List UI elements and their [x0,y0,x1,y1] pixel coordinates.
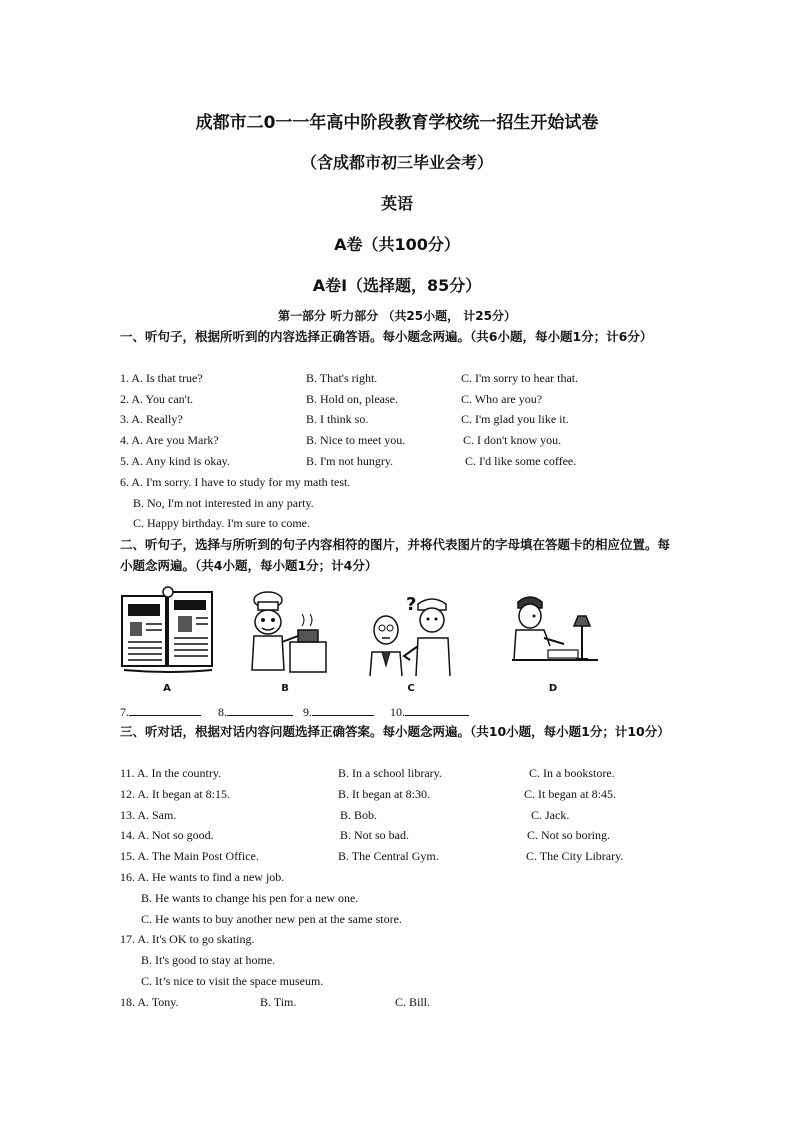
picture-label: D [548,683,558,694]
picture-d-student-writing [504,586,602,694]
exam-subtitle: （含成都市初三毕业会考） [300,153,493,172]
option-c: C. I'm glad you like it. [461,412,569,426]
option-c: C. The City Library. [526,849,624,863]
option-a: 16. A. He wants to find a new job. [120,870,285,884]
option-b: B. Nice to meet you. [306,433,406,447]
option-c: C. I'd like some coffee. [465,454,577,468]
option-b: B. Hold on, please. [306,392,398,406]
option-a: 6. A. I'm sorry. I have to study for my math test. [120,475,351,489]
section3-instruction: 三、听对话，根据对话内容问题选择正确答案。每小题念两遍。（共10小题，每小题1分；计10分） [120,724,670,739]
picture-label: C [407,683,415,694]
blank-10[interactable]: 10. [390,702,469,722]
option-a: 13. A. Sam. [120,808,177,822]
option-a: 11. A. In the country. [120,766,222,780]
option-b: B. That's right. [306,371,378,385]
option-c: C. I'm sorry to hear that. [461,371,579,385]
option-b: B. I'm not hungry. [306,454,394,468]
option-a: 1. A. Is that true? [120,371,203,385]
option-c: C. Not so boring. [527,828,611,842]
option-c: C. Happy birthday. I'm sure to come. [133,516,311,530]
option-a: 17. A. It's OK to go skating. [120,932,255,946]
two-men-illustration [362,586,460,678]
picture-b-cook [236,586,334,694]
option-a: 2. A. You can't. [120,392,194,406]
option-b: B. It's good to stay at home. [141,953,276,967]
option-a: 12. A. It began at 8:15. [120,787,230,801]
blank-9[interactable]: 9. [303,702,374,722]
picture-c-two-men [362,586,460,694]
section2-instruction: 二、听句子，选择与所听到的句子内容相符的图片，并将代表图片的字母填在答题卡的相应位置。每小题念两遍。（共4小题，每小题1分；计4分） [120,537,671,573]
paper-a1-heading: A卷Ⅰ（选择题，85分） [312,276,482,295]
option-b: B. No, I'm not interested in any party. [133,496,314,510]
option-a: 14. A. Not so good. [120,828,214,842]
option-b: B. The Central Gym. [338,849,439,863]
student-writing-illustration [504,586,602,678]
picture-strip [118,586,598,694]
blank-7[interactable]: 7. [120,702,201,722]
part1-heading: 第一部分 听力部分 （共25小题， 计25分） [278,309,516,323]
option-b: B. It began at 8:30. [338,787,430,801]
option-a: 15. A. The Main Post Office. [120,849,259,863]
option-c: C. I don't know you. [463,433,562,447]
picture-label: B [281,683,289,694]
option-c: C. He wants to buy another new pen at the same store. [141,912,402,926]
option-a: 3. A. Really? [120,412,183,426]
option-b: B. In a school library. [338,766,442,780]
option-b: B. He wants to change his pen for a new one. [141,891,359,905]
blank-8[interactable]: 8. [218,702,293,722]
paper-a-heading: A卷（共100分） [334,235,460,254]
option-a: 4. A. Are you Mark? [120,433,219,447]
subject-heading: 英语 [380,194,413,213]
option-b: B. Bob. [340,808,378,822]
option-b: B. I think so. [306,412,369,426]
exam-title: 成都市二0一一年高中阶段教育学校统一招生开始试卷 [195,113,599,133]
option-a: 18. A. Tony. [120,995,179,1009]
option-b: B. Tim. [260,995,297,1009]
option-c: C. Who are you? [461,392,543,406]
option-c: C. In a bookstore. [529,766,615,780]
option-b: B. Not so bad. [340,828,409,842]
picture-label: A [163,683,171,694]
answer-blanks [120,702,490,722]
svg-text:?: ? [406,594,417,615]
picture-a-newspapers [118,586,216,694]
option-c: C. Jack. [531,808,570,822]
section1-instruction: 一、听句子，根据所听到的内容选择正确答语。每小题念两遍。（共6小题，每小题1分；计6分） [120,329,653,344]
option-a: 5. A. Any kind is okay. [120,454,230,468]
option-c: C. It’s nice to visit the space museum. [141,974,324,988]
cook-illustration [236,586,334,678]
newspaper-illustration [118,586,216,678]
option-c: C. It began at 8:45. [524,787,616,801]
option-c: C. Bill. [395,995,431,1009]
